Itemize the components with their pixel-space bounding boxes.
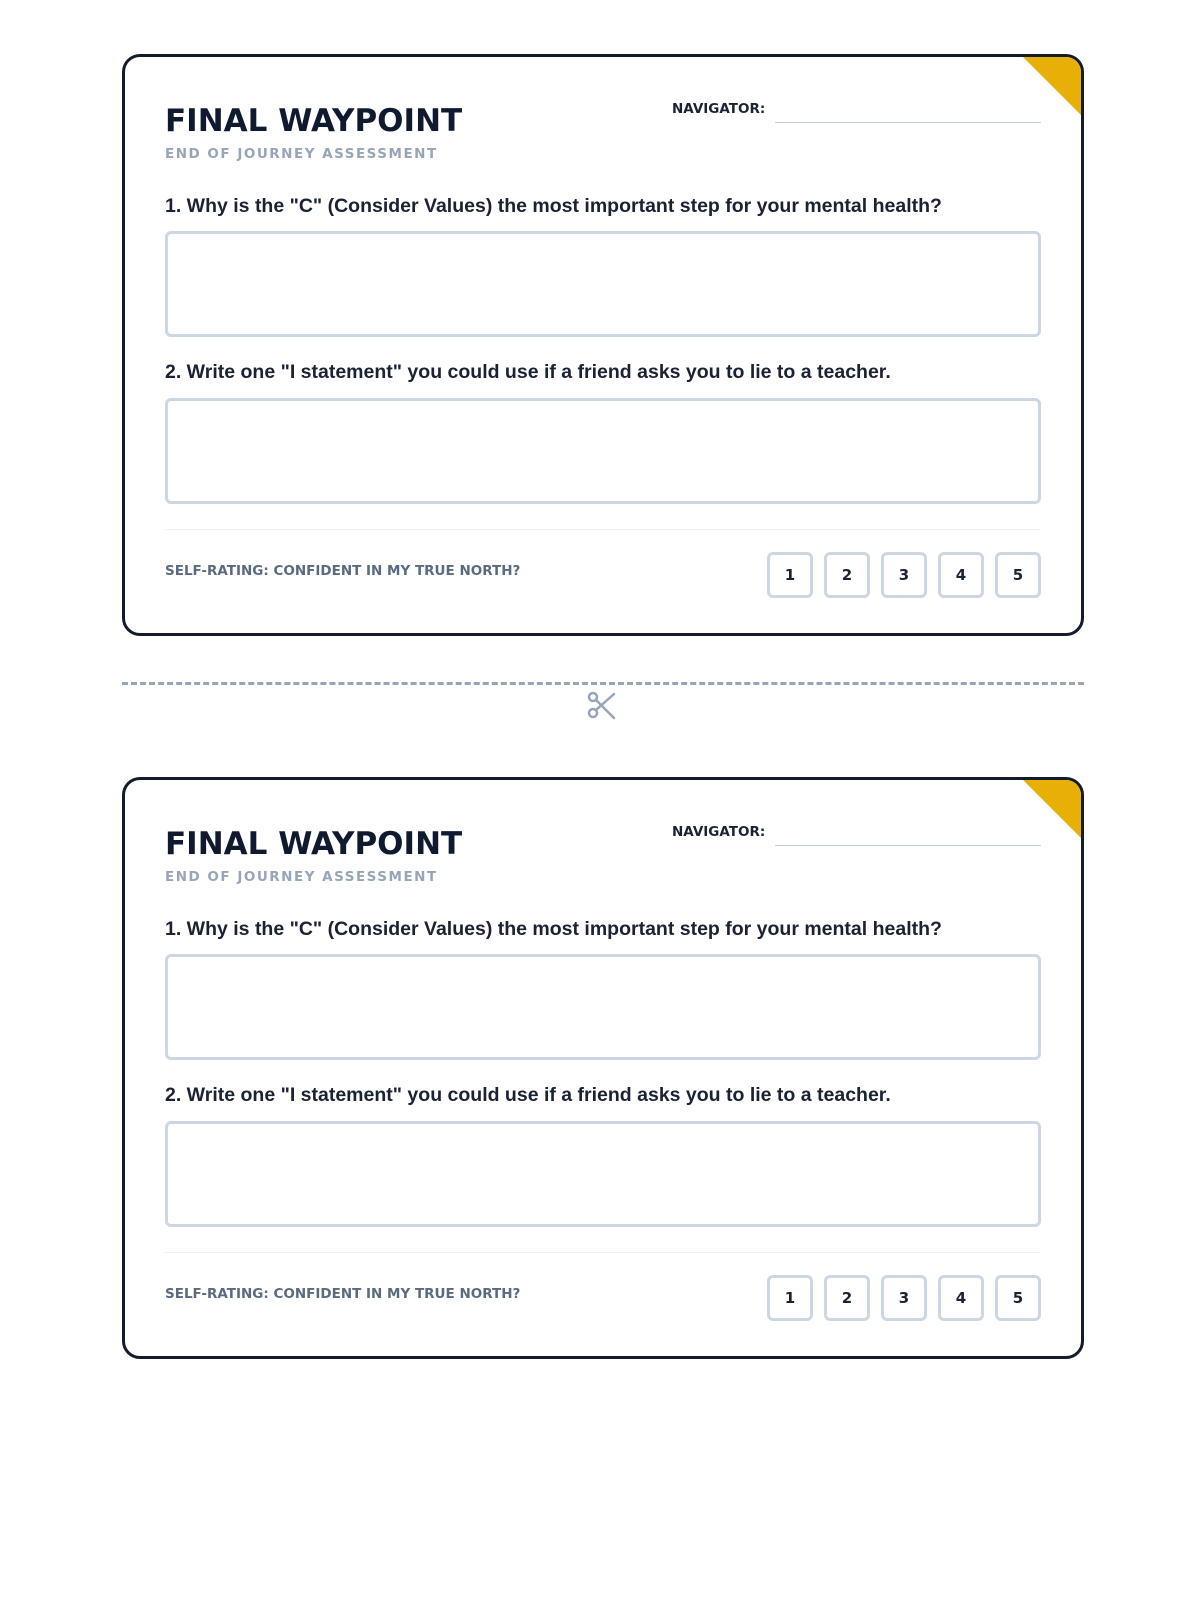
rating-option-4[interactable]: 4 xyxy=(938,552,984,598)
rating-option-3[interactable]: 3 xyxy=(881,552,927,598)
rating-option-4[interactable]: 4 xyxy=(938,1275,984,1321)
corner-accent xyxy=(1023,780,1081,838)
card-subtitle: END OF JOURNEY ASSESSMENT xyxy=(165,146,438,162)
question-2: 2. Write one "I statement" you could use if a friend asks you to lie to a teacher. xyxy=(165,1084,891,1106)
answer-box-2[interactable] xyxy=(165,1121,1041,1227)
assessment-card-bottom xyxy=(122,777,1084,1359)
scissors-icon xyxy=(586,690,618,722)
self-rating-label: SELF-RATING: CONFIDENT IN MY TRUE NORTH? xyxy=(165,1286,521,1302)
question-2: 2. Write one "I statement" you could use if a friend asks you to lie to a teacher. xyxy=(165,361,891,383)
question-1: 1. Why is the "C" (Consider Values) the most important step for your mental health? xyxy=(165,195,942,217)
navigator-field[interactable] xyxy=(775,845,1041,846)
cut-line xyxy=(122,682,1084,685)
divider xyxy=(165,529,1041,530)
answer-box-2[interactable] xyxy=(165,398,1041,504)
rating-option-5[interactable]: 5 xyxy=(995,1275,1041,1321)
navigator-label: NAVIGATOR: xyxy=(672,824,766,840)
corner-accent xyxy=(1023,57,1081,115)
rating-option-3[interactable]: 3 xyxy=(881,1275,927,1321)
self-rating-label: SELF-RATING: CONFIDENT IN MY TRUE NORTH? xyxy=(165,563,521,579)
rating-option-1[interactable]: 1 xyxy=(767,1275,813,1321)
rating-option-1[interactable]: 1 xyxy=(767,552,813,598)
answer-box-1[interactable] xyxy=(165,954,1041,1060)
rating-option-2[interactable]: 2 xyxy=(824,1275,870,1321)
rating-option-5[interactable]: 5 xyxy=(995,552,1041,598)
card-title: FINAL WAYPOINT xyxy=(165,103,463,139)
card-title: FINAL WAYPOINT xyxy=(165,826,463,862)
rating-option-2[interactable]: 2 xyxy=(824,552,870,598)
card-subtitle: END OF JOURNEY ASSESSMENT xyxy=(165,869,438,885)
question-1: 1. Why is the "C" (Consider Values) the most important step for your mental health? xyxy=(165,918,942,940)
divider xyxy=(165,1252,1041,1253)
navigator-label: NAVIGATOR: xyxy=(672,101,766,117)
assessment-card-top xyxy=(122,54,1084,636)
answer-box-1[interactable] xyxy=(165,231,1041,337)
navigator-field[interactable] xyxy=(775,122,1041,123)
